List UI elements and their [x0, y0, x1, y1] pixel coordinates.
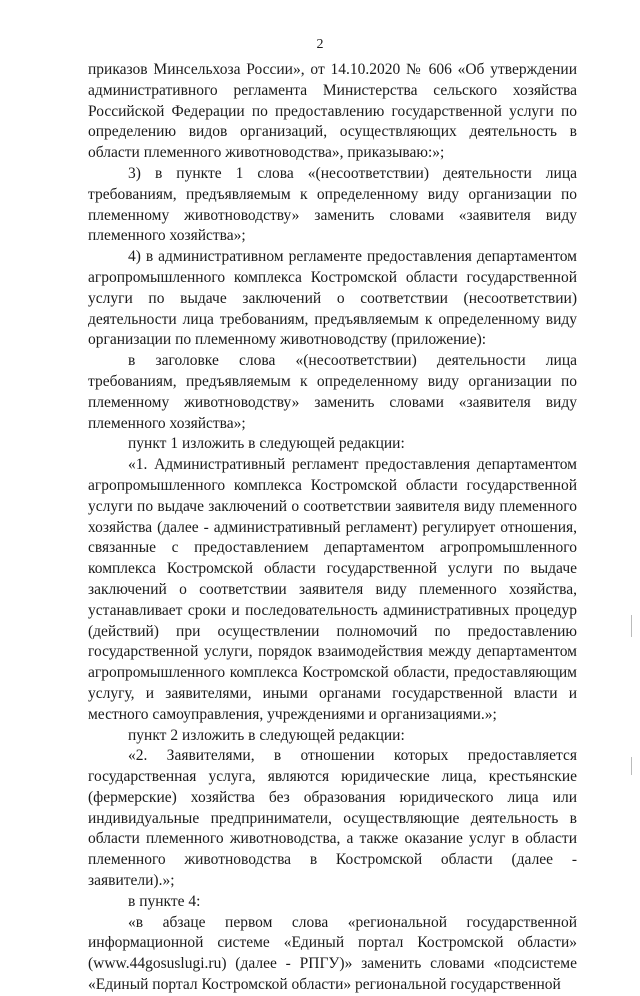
paragraph-point-1-intro: пункт 1 изложить в следующей редакции: [128, 435, 405, 453]
page-number: 2 [316, 37, 324, 52]
scan-margin-mark [631, 757, 632, 775]
scan-margin-mark [631, 615, 632, 637]
document-body [88, 60, 577, 996]
paragraph-orders-continuation: приказов Минсельхоза России», от 14.10.2020 № 606 «Об утверждении административного регламента Министерства сельского хозяйства Российской Федерации по предоставлению государственной услуги по определению видов организаций, осуществляющих деятельность в области племенного животноводства», приказываю:»; [88, 61, 577, 162]
paragraph-point-4-intro: в пункте 4: [128, 892, 201, 910]
paragraph-point-2-text: «2. Заявителями, в отношении которых предоставляется государственная услуга, являются юридические лица, крестьянские (фермерские) хозяйства без образования юридического лица или индивидуальные предприниматели, осуществляющие деятельность в области племенного животноводства, а также оказание услуг в области племенного животноводства в Костромской области (далее - заявители).»; [88, 747, 577, 890]
paragraph-point-4-text: «в абзаце первом слова «региональной государственной информационной системе «Единый портал Костромской области» (www.44gosuslugi.ru) (далее - РПГУ)» заменить словами «подсистеме «Единый портал Костромской области» региональной государственной [88, 913, 577, 994]
paragraph-title-change: в заголовке слова «(несоответствии) деятельности лица требованиям, предъявляемым к определенному виду организации по племенному животноводству» заменить словами «заявителя виду племенного хозяйства»; [88, 352, 577, 432]
paragraph-item-3: 3) в пункте 1 слова «(несоответствии) деятельности лица требованиям, предъявляемым к определенному виду организации по племенному животноводству» заменить словами «заявителя виду племенного хозяйства»; [88, 164, 577, 245]
paragraph-item-4: 4) в административном регламенте предоставления департаментом агропромышленного комплекса Костромской области государственной услуги по выдаче заключений о соответствии (несоответствии) деятельности лица требованиям, предъявляемым к определенному виду организации по племенному животноводству (приложение): [88, 248, 577, 349]
paragraph-point-1-text: «1. Административный регламент предоставления департаментом агропромышленного комплекса Костромской области государственной услуги по выдаче заключений о соответствии заявителя виду племенного хозяйства (далее - административный регламент) регулирует отношения, связанные с предоставлением департаментом агропромышленного комплекса Костромской области государственной услуги по выдаче заключений о соответствии заявителя виду племенного хозяйства, устанавливает сроки и последовательность административных процедур (действий) при осуществлении полномочий по предоставлению государственной услуги, порядок взаимодействия между департаментом агропромышленного комплекса Костромской области, предоставляющим услугу, и заявителями, иными органами государственной власти и местного самоуправления, учреждениями и организациями.»; [88, 456, 577, 723]
paragraph-point-2-intro: пункт 2 изложить в следующей редакции: [128, 726, 405, 744]
